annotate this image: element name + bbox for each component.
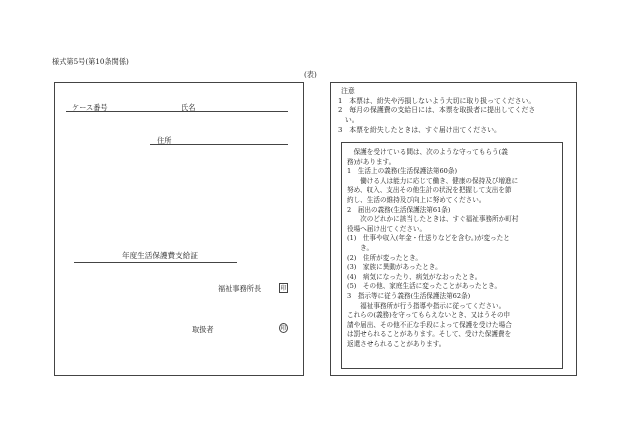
handler-label: 取扱者 xyxy=(192,325,214,334)
certificate-title: 年度生活保護費支給証 xyxy=(122,251,198,260)
duty-line: (2) 住所が変ったとき。 xyxy=(347,253,423,262)
duty-line: (1) 仕事や収入(年金・仕送りなどを含む。)が変ったと xyxy=(347,234,510,243)
title-underline xyxy=(74,262,237,263)
form-number: 様式第5号(第10条関係) xyxy=(52,57,129,66)
note-item: 2 毎月の保護費の支給日には、本票を取扱者に提出してくださ xyxy=(338,106,536,115)
notes-section xyxy=(338,87,535,136)
office-head-label: 福祉事務所長 xyxy=(218,284,262,293)
address-label: 住所 xyxy=(157,136,172,145)
duty-line: (3) 家族に異動があったとき。 xyxy=(347,263,442,272)
duty-line: 保護を受けている間は、次のような守ってもらう(義 xyxy=(347,148,508,156)
duty-line: これらの(義務)を守ってもらえないとき、又はうその申 xyxy=(347,311,511,320)
duty-line: 福祉事務所が行う指導や指示に従ってください。 xyxy=(347,301,506,310)
office-seal-box: 印 xyxy=(280,285,287,292)
case-number-label: ケース番号 xyxy=(72,103,108,112)
duty-line: 働ける人は能力に応じて働き、健康の保持及び増進に xyxy=(347,176,519,185)
note-item: 3 本票を紛失したときは、すぐ届け出てください。 xyxy=(338,125,501,134)
duty-line: 次のどれかに該当したときは、すぐ福祉事務所か町村 xyxy=(347,215,519,224)
side-label: (表) xyxy=(304,70,317,79)
duty-line: 返還させられることがあります。 xyxy=(347,339,446,348)
duty-line: 努め、収入、支出その他生計の状況を把握して支出を節 xyxy=(347,186,512,195)
handler-seal-circle: 印 xyxy=(280,325,287,332)
certificate-card xyxy=(54,82,304,376)
name-label: 氏名 xyxy=(181,103,196,112)
duty-line: 役場へ届け出てください。 xyxy=(347,224,427,233)
duty-line: は罰せられることがあります。そして、受けた保護費を xyxy=(347,330,512,339)
duty-line: 約し、生活の維持及び向上に努めてください。 xyxy=(347,195,486,204)
duty-line: 2 届出の義務(生活保護法第61条) xyxy=(347,205,451,214)
duty-line: 請や届出、その他不正な手段によって保護を受けた場合 xyxy=(347,320,512,329)
duty-line: 3 指示等に従う義務(生活保護法第62条) xyxy=(347,291,471,300)
name-underline xyxy=(66,111,288,112)
duties-section xyxy=(347,148,559,349)
note-item: い。 xyxy=(338,116,359,125)
duty-line: 1 生活上の義務(生活保護法第60条) xyxy=(347,167,458,176)
notes-heading: 注意 xyxy=(341,87,355,95)
note-item: 1 本票は、紛失や汚損しないよう大切に取り扱ってください。 xyxy=(338,96,536,105)
duty-line: (4) 病気になったり、病気がなおったとき。 xyxy=(347,272,482,281)
duty-line: (5) その他、家庭生活に変ったことがあったとき。 xyxy=(347,282,502,291)
duty-line: 務)があります。 xyxy=(347,157,396,166)
address-underline xyxy=(150,144,288,145)
duty-line: き。 xyxy=(347,243,374,252)
